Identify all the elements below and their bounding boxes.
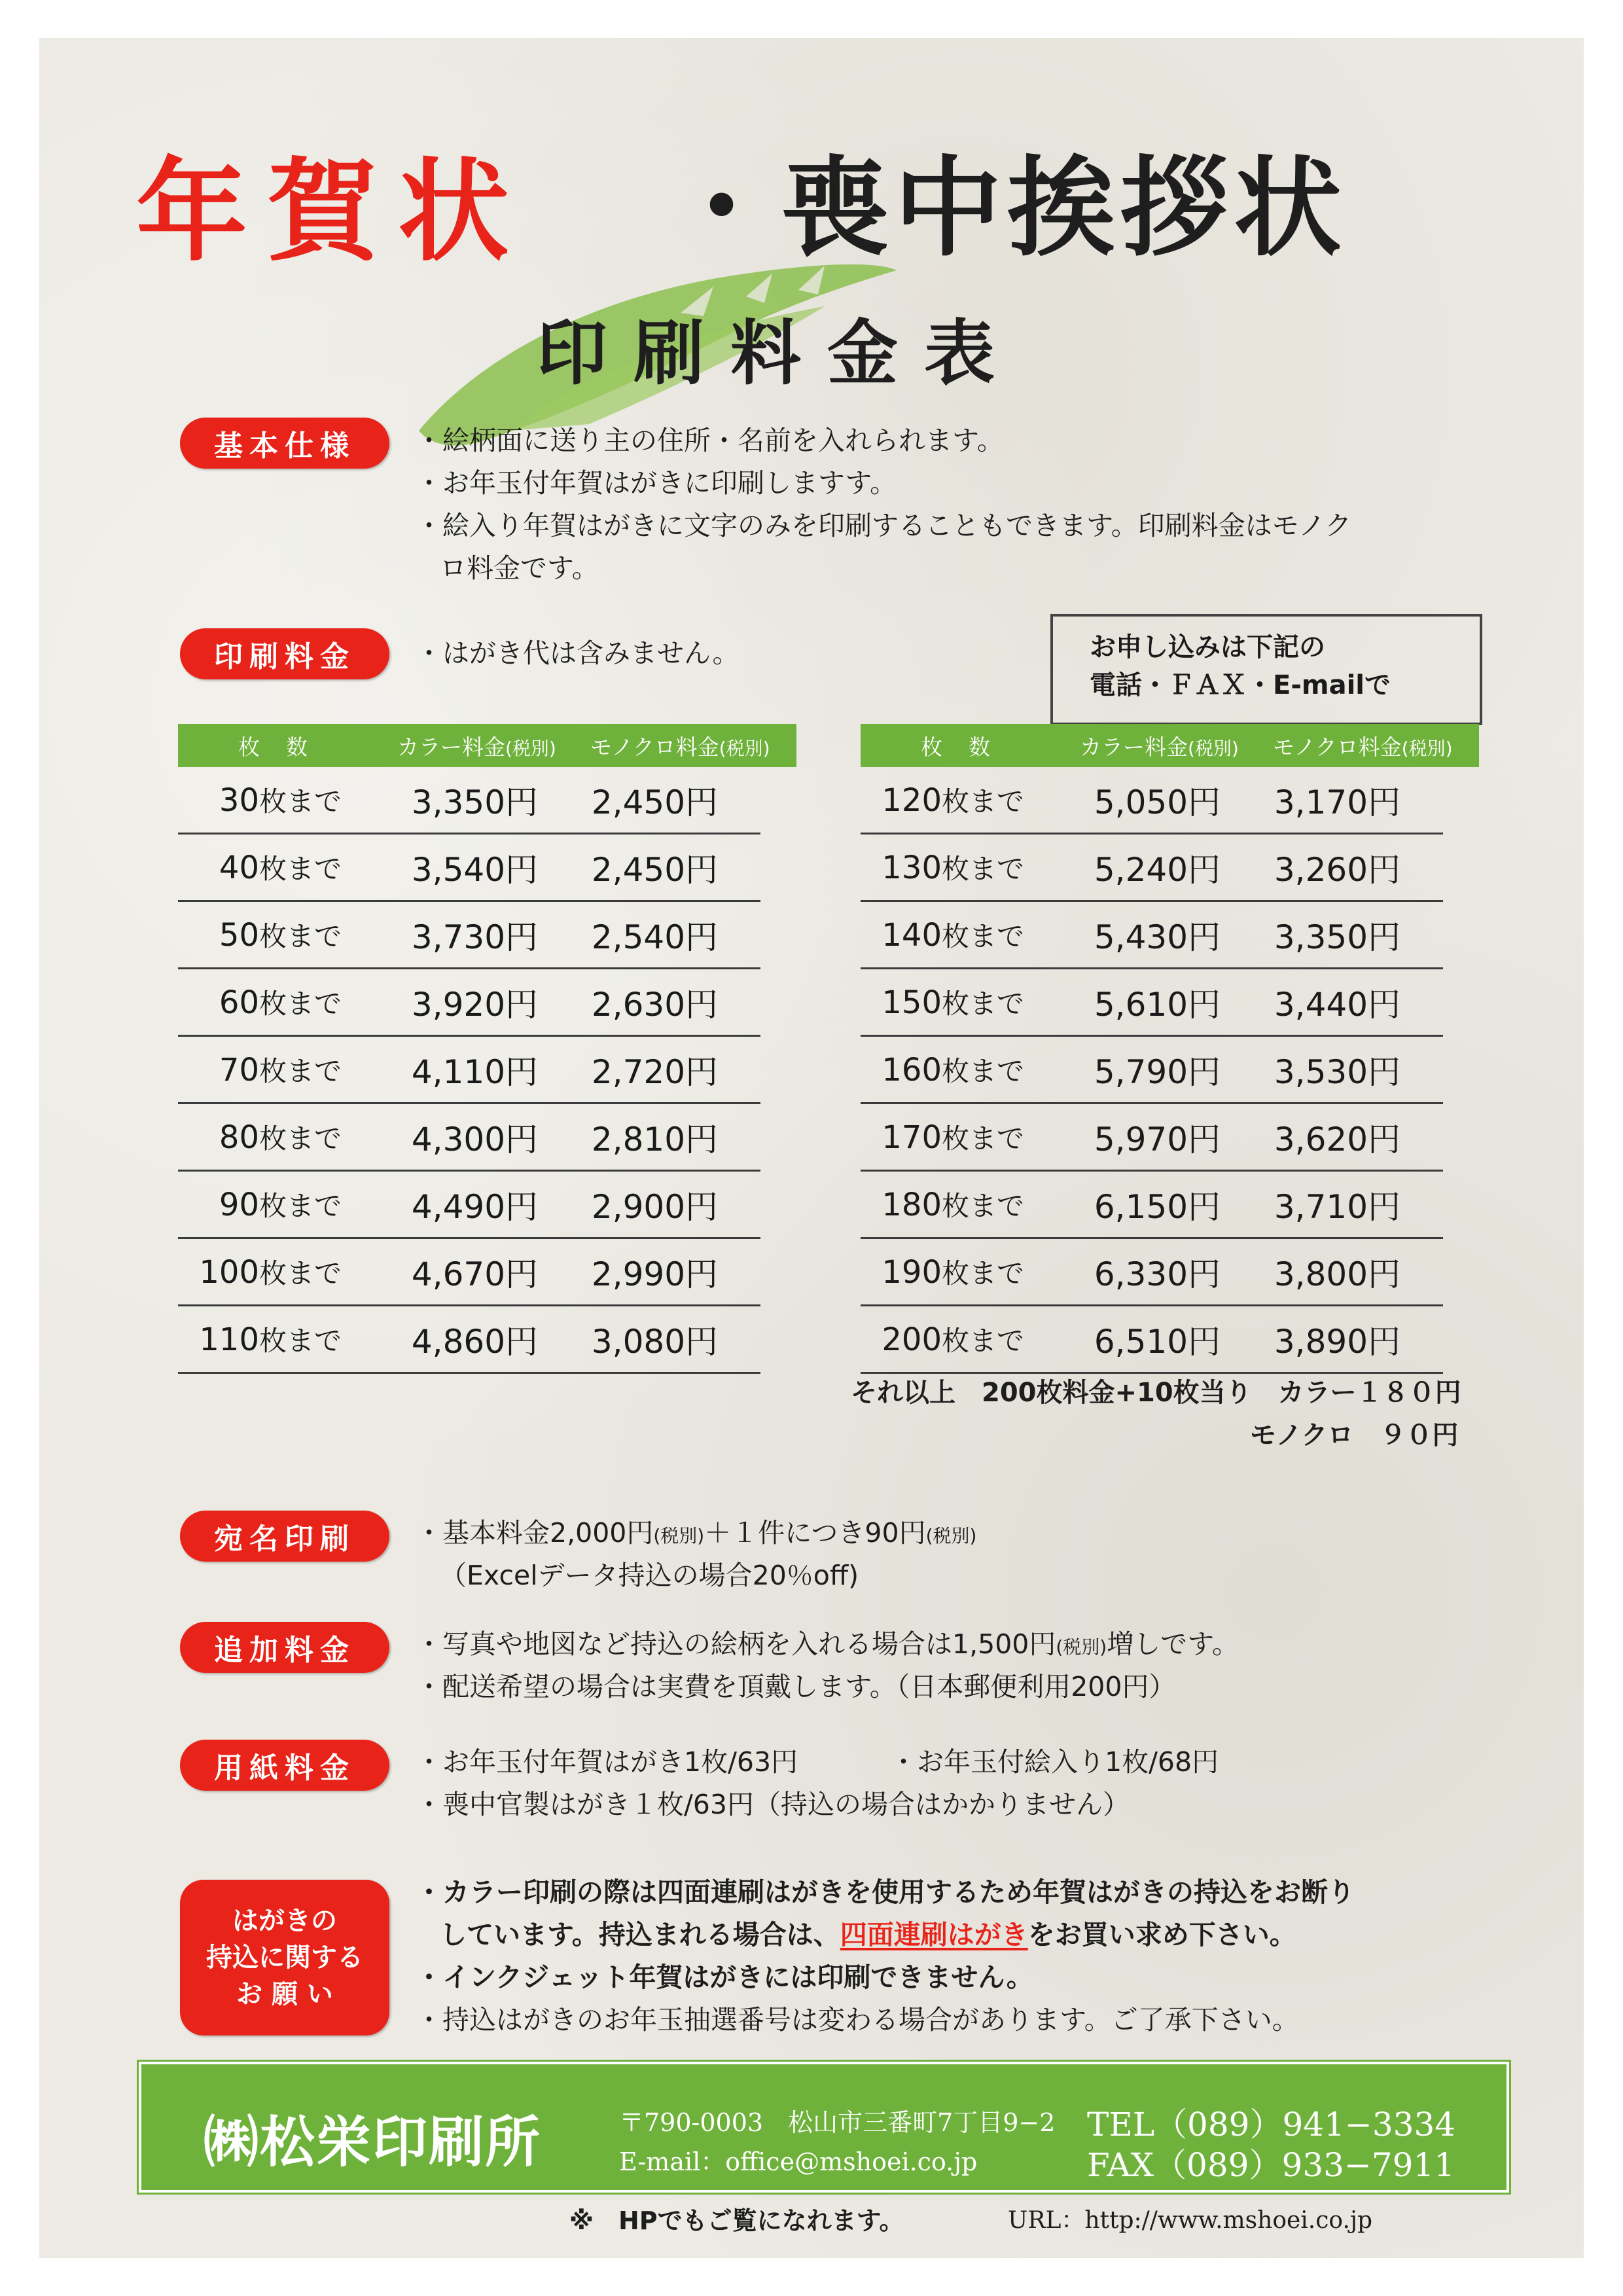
- table-row: [861, 1172, 1443, 1239]
- price-table-right: [861, 724, 1479, 1374]
- cell-mono-price: 2,450円: [591, 851, 718, 889]
- table-row: [861, 1104, 1443, 1172]
- request-line-1: ・カラー印刷の際は四面連刷はがきを使用するため年賀はがきの持込をお断り: [416, 1876, 1355, 1908]
- cell-mono-price: 2,720円: [591, 1053, 718, 1091]
- cell-mono-price: 3,080円: [591, 1323, 718, 1361]
- cell-mono-price: 3,710円: [1274, 1188, 1400, 1226]
- order-contact-note: [1050, 614, 1482, 725]
- cell-mono-price: 2,540円: [591, 918, 718, 956]
- cell-mono-price: 2,900円: [591, 1188, 718, 1226]
- cell-color-price: 5,430円: [1094, 918, 1221, 956]
- table-row: [861, 834, 1443, 902]
- order-note-line-1: お申し込みは下記の: [1090, 632, 1325, 662]
- table-row: [861, 767, 1443, 834]
- header-color-price: カラー料金(税別): [397, 734, 556, 760]
- cell-mono-price: 2,450円: [591, 783, 718, 821]
- company-fax: FAX（089）933−7911: [1087, 2146, 1455, 2184]
- basic-spec-line-3: ・絵入り年賀はがきに文字のみを印刷することもできます。印刷料金はモノク: [416, 510, 1352, 541]
- extra-fee-label: 追加料金: [180, 1622, 389, 1673]
- cell-count: 120枚まで: [882, 782, 1024, 819]
- paper-fee-line-1a: ・お年玉付年賀はがき1枚/63円: [416, 1746, 798, 1778]
- cell-count: 30枚まで: [219, 782, 342, 819]
- cell-color-price: 3,920円: [411, 986, 538, 1024]
- cell-count: 80枚まで: [219, 1119, 342, 1156]
- cell-color-price: 4,670円: [411, 1255, 538, 1293]
- header-color-price: カラー料金(税別): [1080, 734, 1239, 760]
- table-row: [861, 1239, 1443, 1306]
- cell-color-price: 4,860円: [411, 1323, 538, 1361]
- header-mono-price: モノクロ料金(税別): [590, 734, 770, 760]
- basic-spec-line-4: ロ料金です。: [440, 552, 599, 584]
- table-row: [178, 1104, 760, 1172]
- basic-spec-line-2: ・お年玉付年賀はがきに印刷しますす。: [416, 467, 897, 499]
- cell-count: 180枚まで: [882, 1187, 1024, 1223]
- cell-color-price: 5,050円: [1094, 783, 1221, 821]
- cell-color-price: 6,330円: [1094, 1255, 1221, 1293]
- card-bring-in-request-label: はがきの 持込に関する お 願 い: [180, 1880, 389, 2036]
- header-count: 枚数: [921, 734, 1016, 760]
- cell-color-price: 5,610円: [1094, 986, 1221, 1024]
- paper-fee-line-1b: ・お年玉付絵入り1枚/68円: [890, 1746, 1219, 1778]
- cell-count: 150枚まで: [882, 984, 1024, 1021]
- cell-color-price: 5,970円: [1094, 1121, 1221, 1158]
- basic-spec-line-1: ・絵柄面に送り主の住所・名前を入れられます。: [416, 425, 1004, 456]
- price-table-left: [178, 724, 796, 1374]
- cell-mono-price: 2,630円: [591, 986, 718, 1024]
- price-table-header: [861, 724, 1479, 767]
- request-line-3: ・インクジェット年賀はがきには印刷できません。: [416, 1962, 1033, 1993]
- price-table-left-rows: [178, 767, 796, 1374]
- company-postal-address: 〒790-0003 松山市三番町7丁目9−2: [619, 2108, 1056, 2137]
- cell-color-price: 3,730円: [411, 918, 538, 956]
- title-mourning-card: ・喪中挨拶状: [668, 144, 1347, 271]
- four-sheet-card-highlight: 四面連刷はがき: [840, 1919, 1028, 1950]
- cell-mono-price: 3,890円: [1274, 1323, 1400, 1361]
- cell-color-price: 3,540円: [411, 851, 538, 889]
- table-row: [178, 1172, 760, 1239]
- website-url[interactable]: URL：http://www.mshoei.co.jp: [1008, 2207, 1373, 2234]
- subtitle-price-list: 印刷料金表: [537, 312, 1022, 395]
- table-row: [178, 1239, 760, 1306]
- extra-fee-line-2: ・配送希望の場合は実費を頂戴します。（日本郵便利用200円）: [416, 1671, 1176, 1702]
- flyer-sheet: [39, 38, 1584, 2258]
- hp-note: ※ HPでもご覧になれます。: [569, 2206, 904, 2235]
- overflow-price-note-line-1: それ以上 200枚料金+10枚当り カラー１８０円: [851, 1378, 1461, 1408]
- table-row: [178, 1037, 760, 1104]
- cell-count: 140枚まで: [882, 917, 1024, 954]
- paper-fee-label: 用紙料金: [180, 1740, 389, 1791]
- table-row: [178, 1306, 760, 1374]
- cell-mono-price: 3,260円: [1274, 851, 1400, 889]
- cell-mono-price: 3,440円: [1274, 986, 1400, 1024]
- printing-fee-label: 印刷料金: [180, 628, 389, 679]
- cell-count: 200枚まで: [882, 1321, 1024, 1358]
- cell-count: 190枚まで: [882, 1254, 1024, 1291]
- company-name: ㈱松栄印刷所: [204, 2110, 542, 2174]
- table-row: [861, 1037, 1443, 1104]
- cell-color-price: 6,150円: [1094, 1188, 1221, 1226]
- cell-count: 100枚まで: [199, 1254, 342, 1291]
- cell-color-price: 6,510円: [1094, 1323, 1221, 1361]
- cell-color-price: 4,300円: [411, 1121, 538, 1158]
- cell-count: 170枚まで: [882, 1119, 1024, 1156]
- table-row: [178, 834, 760, 902]
- table-row: [861, 1306, 1443, 1374]
- cell-color-price: 4,110円: [411, 1053, 538, 1091]
- table-row: [178, 767, 760, 834]
- price-table-header: [178, 724, 796, 767]
- cell-count: 60枚まで: [219, 984, 342, 1021]
- table-row: [861, 969, 1443, 1037]
- header-mono-price: モノクロ料金(税別): [1273, 734, 1453, 760]
- cell-color-price: 5,790円: [1094, 1053, 1221, 1091]
- table-row: [178, 969, 760, 1037]
- cell-count: 110枚まで: [199, 1321, 342, 1358]
- order-note-line-2: 電話・ＦＡＸ・E-mailで: [1090, 670, 1391, 700]
- address-printing-label: 宛名印刷: [180, 1511, 389, 1562]
- title-new-year-card: 年賀状: [136, 146, 529, 277]
- cell-count: 160枚まで: [882, 1052, 1024, 1088]
- price-table-right-rows: [861, 767, 1479, 1374]
- cell-count: 40枚まで: [219, 850, 342, 886]
- cell-count: 70枚まで: [219, 1052, 342, 1088]
- table-row: [178, 902, 760, 969]
- cell-mono-price: 3,170円: [1274, 783, 1400, 821]
- cell-mono-price: 3,620円: [1274, 1121, 1400, 1158]
- cell-count: 90枚まで: [219, 1187, 342, 1223]
- table-row: [861, 902, 1443, 969]
- company-footer: [139, 2062, 1509, 2193]
- cell-mono-price: 2,990円: [591, 1255, 718, 1293]
- cell-mono-price: 3,530円: [1274, 1053, 1400, 1091]
- address-printing-line-2: （Excelデータ持込の場合20％off): [440, 1560, 859, 1591]
- extra-fee-line-1: ・写真や地図など持込の絵柄を入れる場合は1,500円(税別)増しです。: [416, 1628, 1239, 1660]
- company-tel[interactable]: TEL（089）941−3334: [1087, 2106, 1456, 2144]
- cell-count: 130枚まで: [882, 850, 1024, 886]
- paper-fee-line-2: ・喪中官製はがき１枚/63円（持込の場合はかかりません）: [416, 1789, 1130, 1820]
- company-email[interactable]: E-mail：office@mshoei.co.jp: [619, 2147, 978, 2176]
- header-count: 枚数: [238, 734, 334, 760]
- basic-spec-label: 基本仕様: [180, 418, 389, 469]
- cell-color-price: 4,490円: [411, 1188, 538, 1226]
- cell-count: 50枚まで: [219, 917, 342, 954]
- cell-mono-price: 3,800円: [1274, 1255, 1400, 1293]
- printing-fee-line-1: ・はがき代は含みません。: [416, 637, 740, 669]
- overflow-price-note-line-2: モノクロ ９０円: [1250, 1420, 1459, 1450]
- request-line-4: ・持込はがきのお年玉抽選番号は変わる場合があります。ご了承下さい。: [416, 2004, 1299, 2036]
- cell-mono-price: 3,350円: [1274, 918, 1400, 956]
- cell-mono-price: 2,810円: [591, 1121, 718, 1158]
- cell-color-price: 5,240円: [1094, 851, 1221, 889]
- request-line-2: しています。持込まれる場合は、四面連刷はがきをお買い求め下さい。: [440, 1919, 1296, 1950]
- cell-color-price: 3,350円: [411, 783, 538, 821]
- address-printing-line-1: ・基本料金2,000円(税別)＋１件につき90円(税別): [416, 1517, 977, 1549]
